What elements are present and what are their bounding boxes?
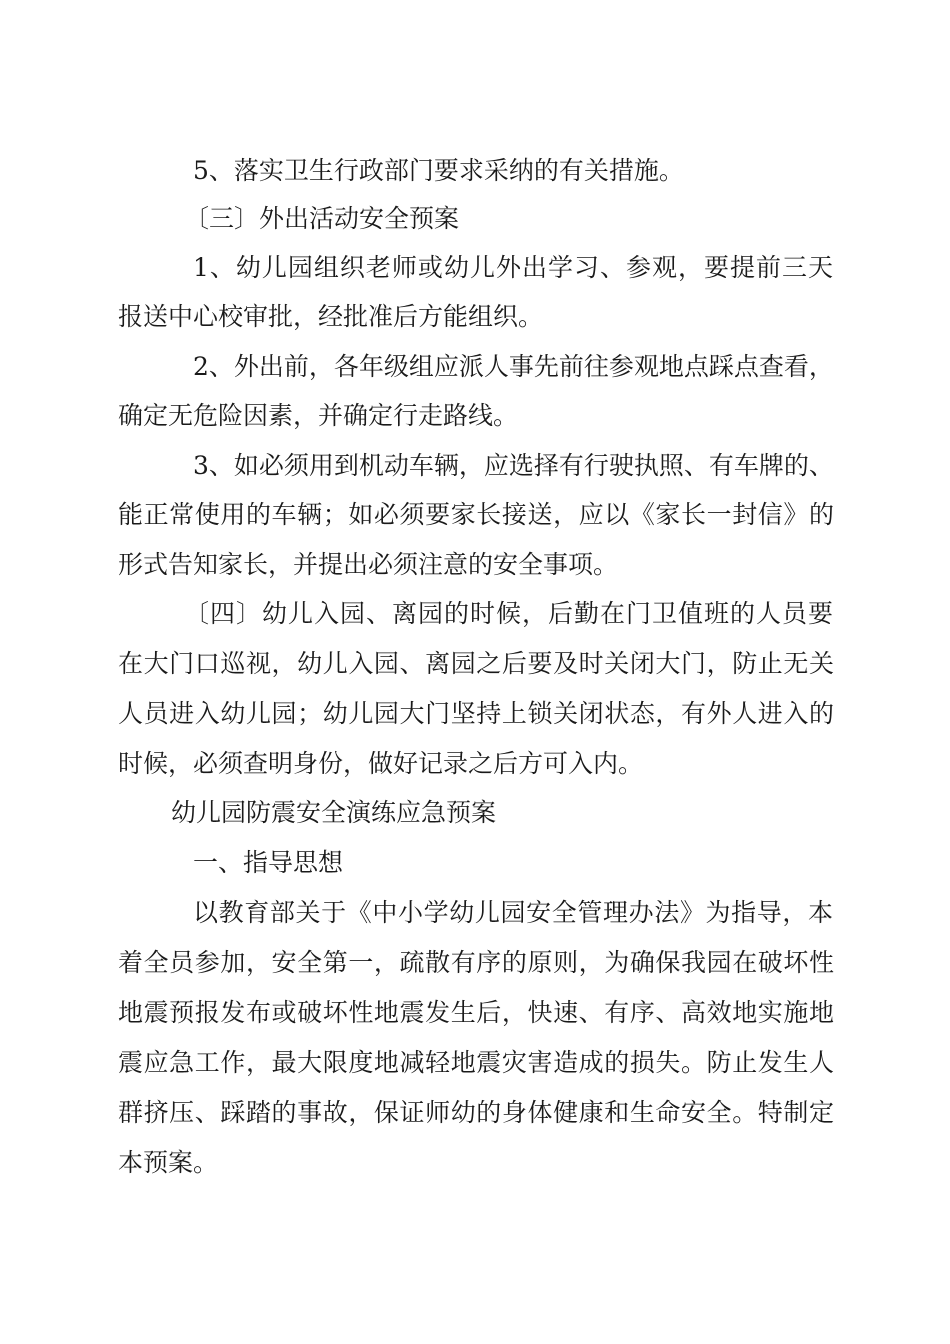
text-line: 时候，必须查明身份，做好记录之后方可入内。 <box>118 749 644 778</box>
text-line: 5、落实卫生行政部门要求采纳的有关措施。 <box>193 156 684 185</box>
text-line: 以教育部关于《中小学幼儿园安全管理办法》为指导，本 <box>193 898 833 927</box>
text-line: 着全员参加，安全第一，疏散有序的原则，为确保我园在破坏性 <box>118 948 834 977</box>
text-line: 在大门口巡视，幼儿入园、离园之后要及时关闭大门，防止无关 <box>118 649 834 678</box>
section-heading: 〔四〕幼儿入园、离园的时候，后勤在门卫值班的人员要 <box>184 599 833 628</box>
text-line: 群挤压、踩踏的事故，保证师幼的身体健康和生命安全。特制定 <box>118 1098 834 1127</box>
text-line: 能正常使用的车辆；如必须要家长接送，应以《家长一封信》的 <box>118 500 834 529</box>
text-line: 人员进入幼儿园；幼儿园大门坚持上锁关闭状态，有外人进入的 <box>118 699 834 728</box>
text-line: 1、幼儿园组织老师或幼儿外出学习、参观，要提前三天 <box>193 253 833 282</box>
text-line: 2、外出前，各年级组应派人事先前往参观地点踩点查看， <box>193 352 834 381</box>
text-line: 3、如必须用到机动车辆，应选择有行驶执照、有车牌的、 <box>193 451 834 480</box>
text-line: 报送中心校审批，经批准后方能组织。 <box>118 302 544 331</box>
text-line: 本预案。 <box>118 1148 219 1177</box>
text-line: 确定无危险因素，并确定行走路线。 <box>118 401 519 430</box>
text-line: 震应急工作，最大限度地减轻地震灾害造成的损失。防止发生人 <box>118 1048 834 1077</box>
text-line: 地震预报发布或破坏性地震发生后，快速、有序、高效地实施地 <box>118 998 834 1027</box>
section-heading: 〔三〕外出活动安全预案 <box>184 204 460 233</box>
text-line: 形式告知家长，并提出必须注意的安全事项。 <box>118 550 619 579</box>
document-title: 幼儿园防震安全演练应急预案 <box>171 798 497 827</box>
section-heading: 一、指导思想 <box>193 848 344 877</box>
